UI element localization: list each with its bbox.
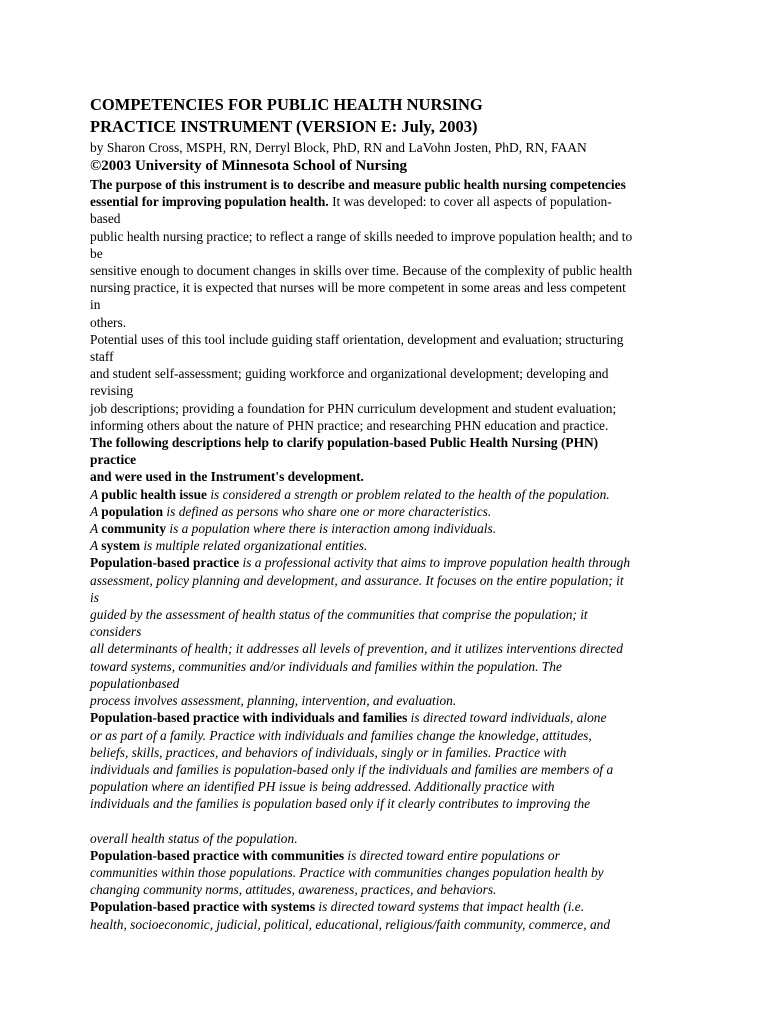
purpose-line: in — [90, 297, 101, 313]
practice-communities-section — [90, 847, 690, 899]
section-line: individuals and the families is population based only if it clearly contributes to improving the — [90, 796, 591, 812]
uses-line: revising — [90, 383, 134, 399]
section-first-line — [90, 847, 690, 864]
definition-article: A — [90, 503, 102, 519]
section-text: is directed toward individuals, alone — [407, 710, 607, 726]
uses-line: job descriptions; providing a foundation for PHN curriculum development and student evaluation; — [90, 400, 617, 416]
section-first-line — [90, 554, 690, 571]
uses-line: informing others about the nature of PHN practice; and researching PHN education and practice. — [90, 417, 609, 433]
section-line: communities within those populations. Practice with communities changes population health by — [90, 864, 604, 880]
purpose-paragraph — [90, 176, 690, 331]
definition-article: A — [90, 486, 102, 502]
section-text: is a professional activity that aims to improve population health through — [239, 555, 631, 571]
section-text: is directed toward systems that impact health (i.e. — [315, 899, 585, 915]
document-page — [90, 94, 690, 933]
definition-system — [90, 537, 690, 554]
section-term: Population-based practice with systems — [90, 899, 316, 915]
purpose-line: others. — [90, 314, 127, 330]
definition-public-health-issue — [90, 486, 690, 503]
section-term: Population-based practice — [90, 555, 240, 571]
practice-systems-section — [90, 898, 690, 932]
intro-line: The following descriptions help to clarify population-based Public Health Nursing (PHN) — [90, 435, 599, 451]
definition-term: public health issue — [101, 486, 207, 502]
purpose-bold-phrase: essential for improving population health. — [90, 194, 329, 210]
purpose-line: nursing practice, it is expected that nurses will be more competent in some areas and less competent — [90, 280, 626, 296]
section-first-line — [90, 709, 690, 726]
purpose-bold-line: The purpose of this instrument is to describe and measure public health nursing competencies — [90, 177, 626, 192]
section-line: guided by the assessment of health status of the communities that comprise the population; it — [90, 607, 588, 623]
purpose-line: be — [90, 245, 103, 261]
definition-term: community — [101, 521, 167, 537]
purpose-line: based — [90, 211, 121, 227]
definition-term: population — [101, 503, 164, 519]
definition-population — [90, 503, 690, 520]
section-line: or as part of a family. Practice with individuals and families change the knowledge, attitudes, — [90, 727, 592, 743]
section-line: all determinants of health; it addresses all levels of prevention, and it utilizes interventions directed — [90, 641, 623, 657]
section-line: is — [90, 589, 99, 605]
uses-paragraph — [90, 331, 690, 434]
definition-text: is considered a strength or problem related to the health of the population. — [206, 486, 610, 502]
section-line: assessment, policy planning and development, and assurance. It focuses on the entire population; it — [90, 572, 624, 588]
blank-line — [90, 813, 690, 830]
purpose-line: public health nursing practice; to reflect a range of skills needed to improve population health; and to — [90, 228, 633, 244]
purpose-line — [90, 193, 690, 210]
definition-term: system — [101, 538, 140, 554]
descriptions-intro — [90, 434, 690, 486]
definition-text: is defined as persons who share one or more characteristics. — [163, 503, 492, 519]
section-line: process involves assessment, planning, intervention, and evaluation. — [90, 693, 457, 709]
purpose-line: sensitive enough to document changes in skills over time. Because of the complexity of public health — [90, 263, 633, 279]
definition-article: A — [90, 521, 102, 537]
intro-line: and were used in the Instrument's development. — [90, 469, 364, 485]
section-line: changing community norms, attitudes, awareness, practices, and behaviors. — [90, 882, 497, 898]
document-title-line-1: COMPETENCIES FOR PUBLIC HEALTH NURSING — [90, 95, 483, 114]
definition-community — [90, 520, 690, 537]
author-byline: by Sharon Cross, MSPH, RN, Derryl Block, PhD, RN and LaVohn Josten, PhD, RN, FAAN — [90, 140, 587, 155]
uses-line: Potential uses of this tool include guiding staff orientation, development and evaluation; structuring — [90, 331, 624, 347]
definition-article: A — [90, 538, 102, 554]
definition-text: is a population where there is interaction among individuals. — [166, 521, 497, 537]
section-line: beliefs, skills, practices, and behaviors of individuals, singly or in families. Practice with — [90, 744, 567, 760]
copyright-line: ©2003 University of Minnesota School of Nursing — [90, 158, 408, 174]
uses-line: staff — [90, 349, 114, 365]
intro-line: practice — [90, 452, 137, 468]
section-line: considers — [90, 624, 142, 640]
section-text: is directed toward entire populations or — [344, 847, 560, 863]
purpose-text: It was developed: to cover all aspects of population- — [328, 194, 612, 210]
section-line: toward systems, communities and/or individuals and families within the population. The — [90, 658, 562, 674]
section-first-line — [90, 898, 690, 915]
section-line: overall health status of the population. — [90, 830, 298, 846]
definition-text: is multiple related organizational entities. — [139, 538, 368, 554]
section-line: individuals and families is population-based only if the individuals and families are members of a — [90, 761, 614, 777]
document-title-line-2: PRACTICE INSTRUMENT (VERSION E: July, 2003) — [90, 117, 478, 136]
section-line: population where an identified PH issue is being addressed. Additionally practice with — [90, 779, 555, 795]
section-line: health, socioeconomic, judicial, political, educational, religious/faith community, commerce, and — [90, 916, 611, 932]
uses-line: and student self-assessment; guiding workforce and organizational development; developing and — [90, 366, 609, 382]
practice-individuals-section — [90, 709, 690, 846]
section-term: Population-based practice with individuals and families — [90, 710, 408, 726]
section-term: Population-based practice with communities — [90, 847, 345, 863]
section-line: populationbased — [90, 675, 180, 691]
population-based-practice-section — [90, 554, 690, 709]
